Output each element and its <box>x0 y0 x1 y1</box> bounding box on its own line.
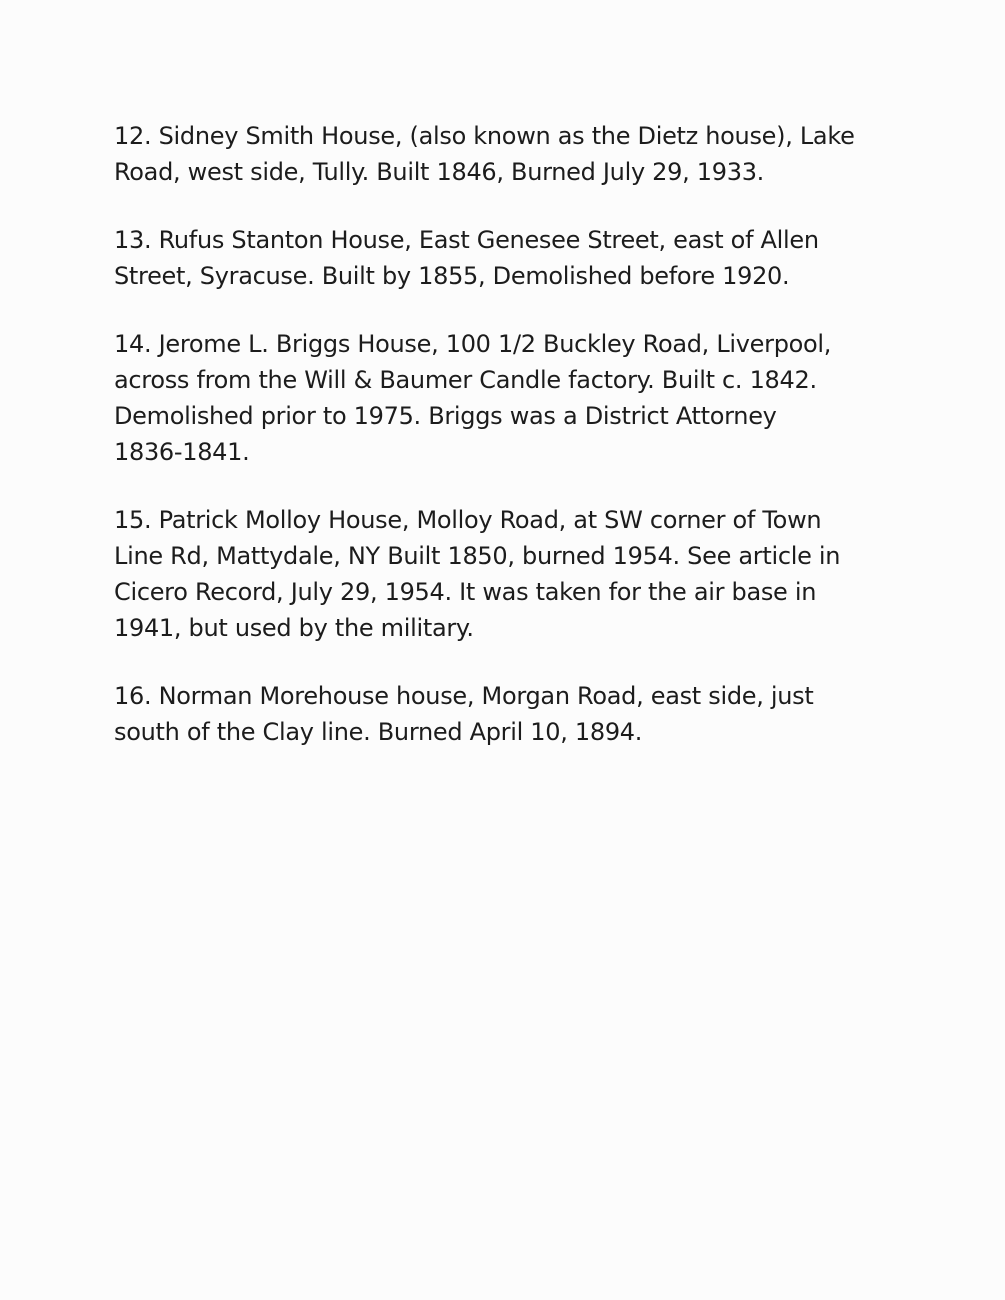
entry-line: 16. Norman Morehouse house, Morgan Road, east side, just <box>114 682 814 710</box>
entry-12-sidney-smith-house <box>114 118 894 190</box>
house-entries-list <box>114 118 894 782</box>
entry-line: 1941, but used by the military. <box>114 614 474 642</box>
entry-line: 13. Rufus Stanton House, East Genesee Street, east of Allen <box>114 226 819 254</box>
entry-14-jerome-briggs-house <box>114 326 894 470</box>
entry-16-norman-morehouse-house <box>114 678 894 750</box>
entry-line: Street, Syracuse. Built by 1855, Demolished before 1920. <box>114 262 790 290</box>
entry-line: Road, west side, Tully. Built 1846, Burned July 29, 1933. <box>114 158 764 186</box>
entry-line: across from the Will & Baumer Candle factory. Built c. 1842. <box>114 366 817 394</box>
entry-line: Line Rd, Mattydale, NY Built 1850, burned 1954. See article in <box>114 542 841 570</box>
entry-line: Demolished prior to 1975. Briggs was a District Attorney <box>114 402 777 430</box>
entry-line: 14. Jerome L. Briggs House, 100 1/2 Buckley Road, Liverpool, <box>114 330 832 358</box>
entry-line: 12. Sidney Smith House, (also known as the Dietz house), Lake <box>114 122 855 150</box>
entry-line: Cicero Record, July 29, 1954. It was taken for the air base in <box>114 578 817 606</box>
entry-13-rufus-stanton-house <box>114 222 894 294</box>
entry-line: 1836-1841. <box>114 438 250 466</box>
entry-line: 15. Patrick Molloy House, Molloy Road, at SW corner of Town <box>114 506 822 534</box>
entry-15-patrick-molloy-house <box>114 502 894 646</box>
entry-line: south of the Clay line. Burned April 10, 1894. <box>114 718 643 746</box>
